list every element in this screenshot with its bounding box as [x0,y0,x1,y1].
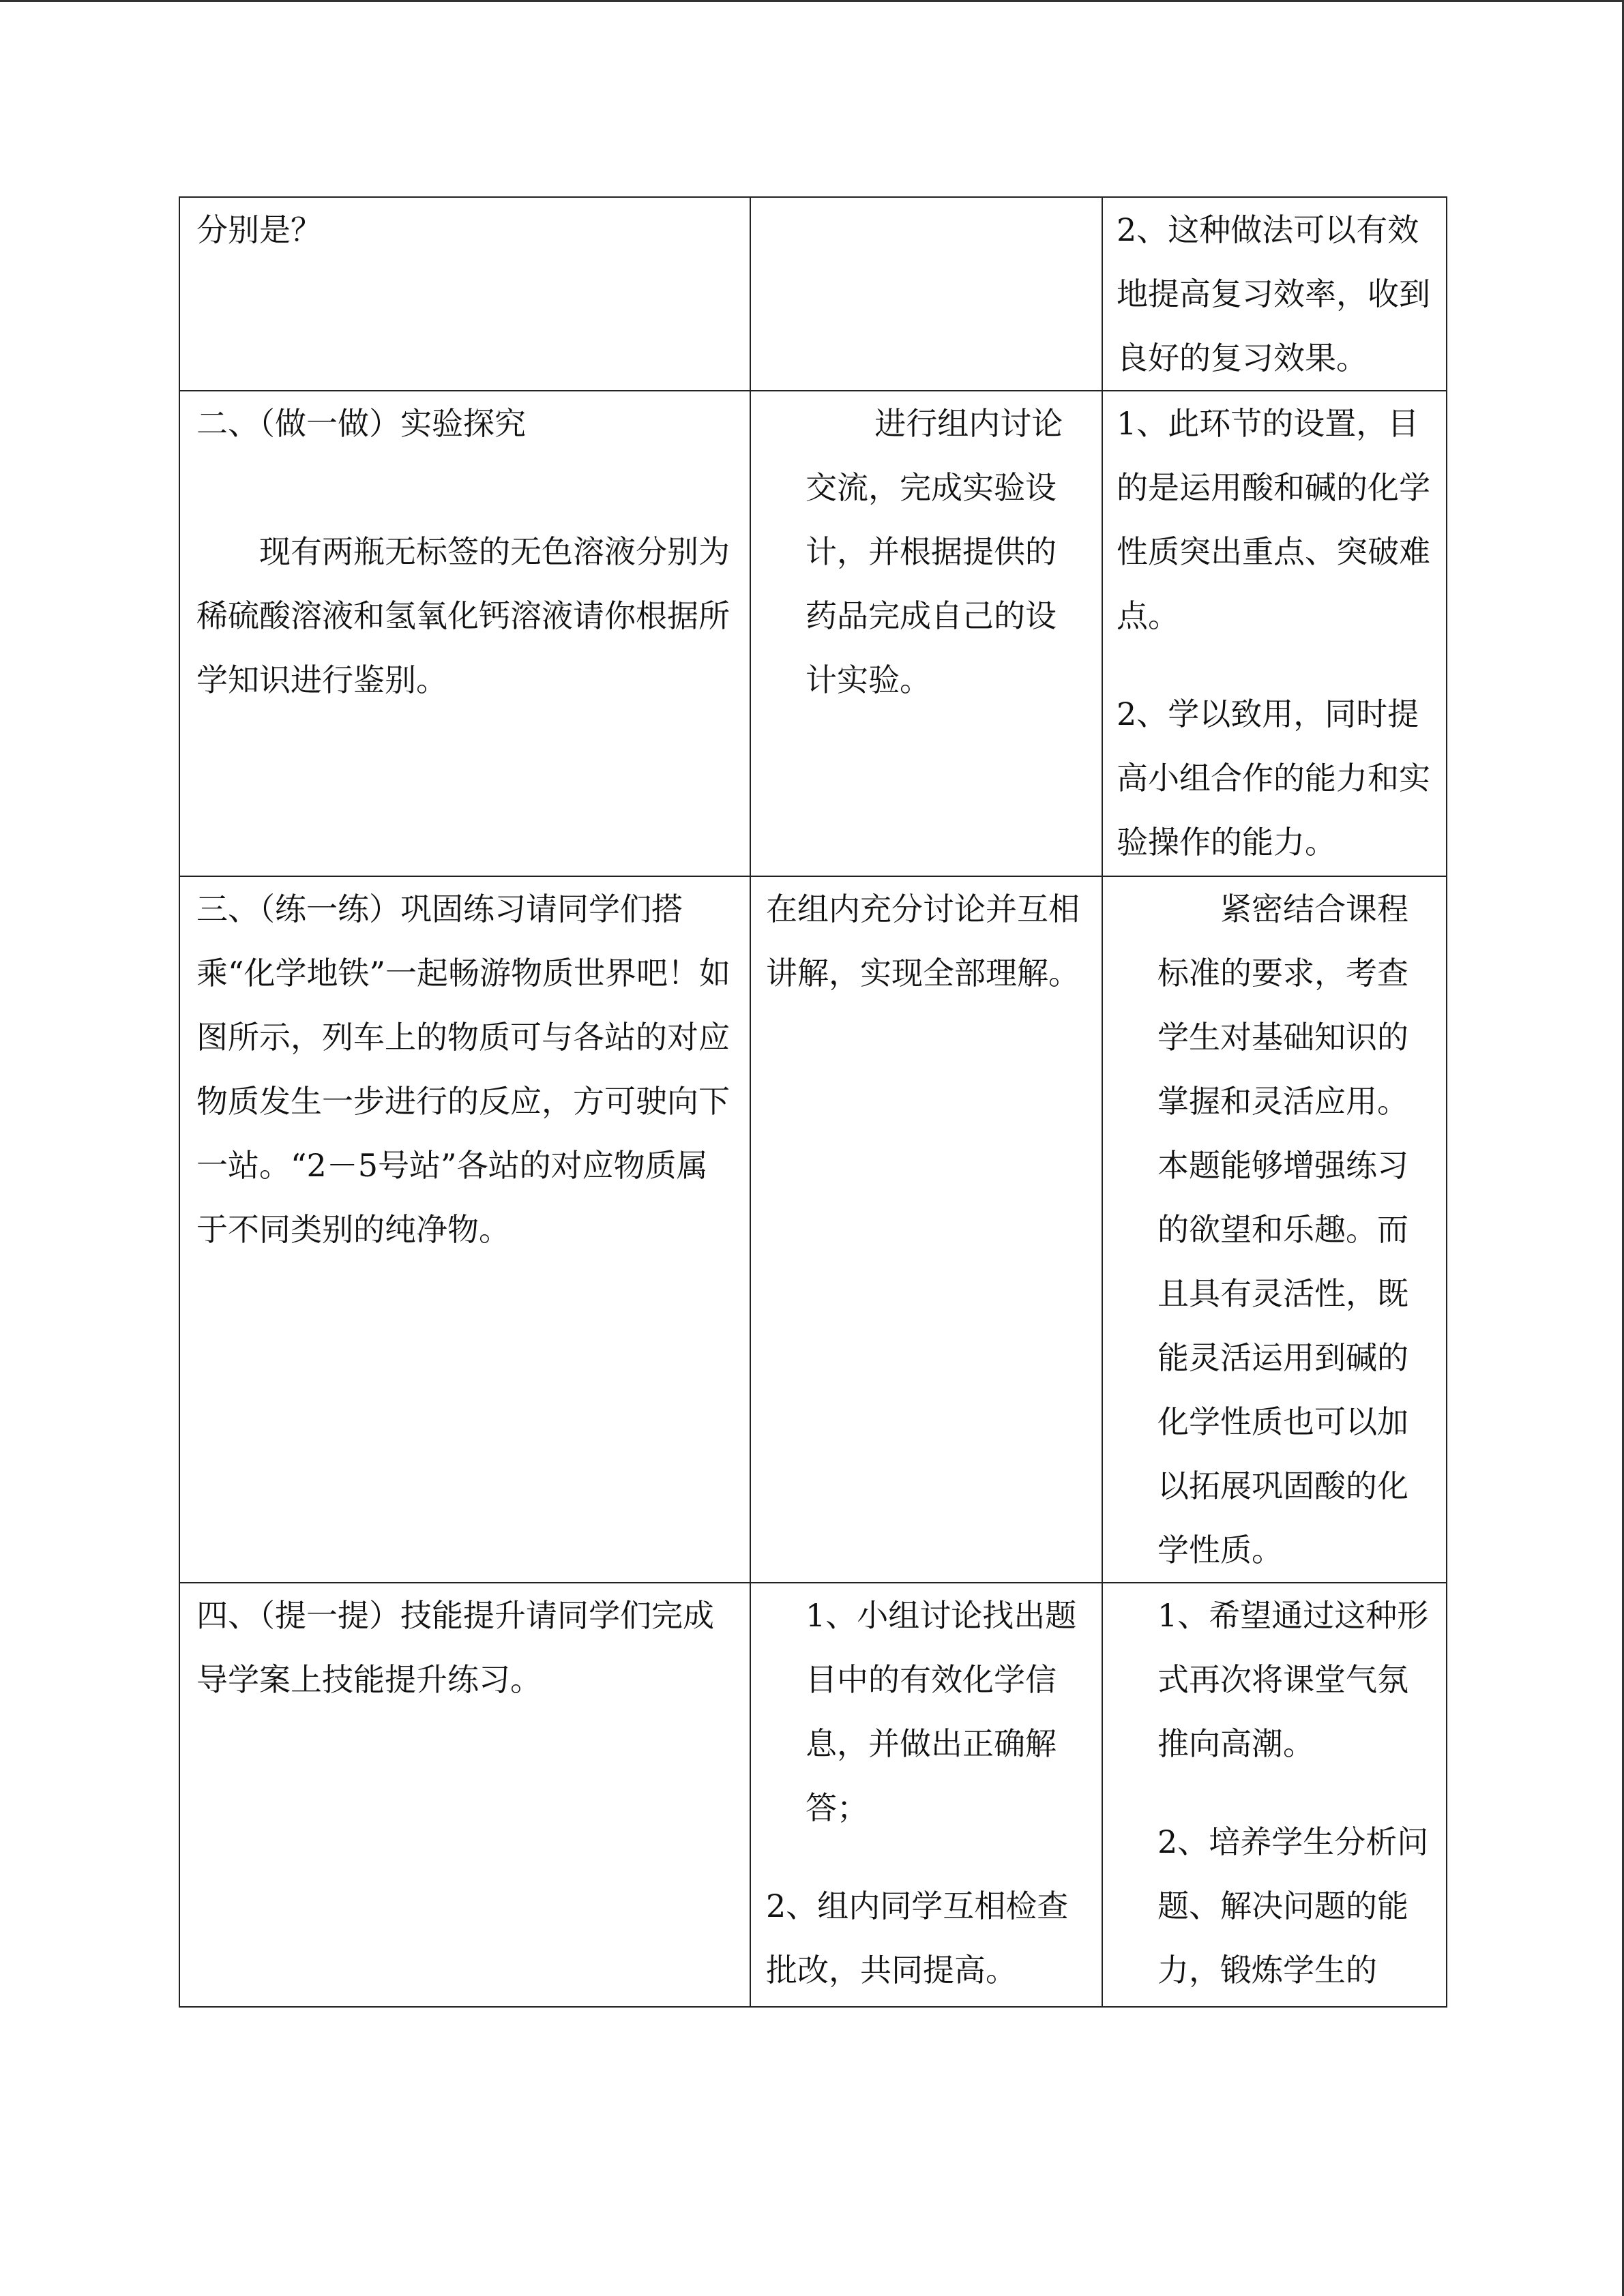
lesson-plan-table [179,196,1447,2008]
cell-text: 紧密结合课程标准的要求，考查学生对基础知识的掌握和灵活应用。本题能够增强练习的欲望和乐趣。而且具有灵活性，既能灵活运用到碱的化学性质也可以加以拓展巩固酸的化学性质。 [1157,891,1408,1568]
cell-text: 分别是？ [196,211,322,248]
student-activity-cell [750,197,1102,391]
cell-text: 进行组内讨论交流，完成实验设计，并根据提供的药品完成自己的设计实验。 [806,405,1063,698]
student-activity-cell [750,391,1102,876]
table-row [179,391,1447,876]
table-row [179,197,1447,391]
design-intent-cell [1102,197,1447,391]
page-border-top [0,0,1624,2]
cell-text: 在组内充分讨论并互相讲解，实现全部理解。 [766,891,1080,992]
cell-text: 1、此环节的设置，目的是运用酸和碱的化学性质突出重点、突破难点。 [1117,405,1430,634]
teacher-activity-cell [179,197,750,391]
cell-text: 1、小组讨论找出题目中的有效化学信息，并做出正确解答； [806,1597,1077,1826]
cell-text: 2、培养学生分析问题、解决问题的能力，锻炼学生的 [1157,1823,1429,1988]
cell-text: 三、（练一练）巩固练习请同学们搭乘“化学地铁”一起畅游物质世界吧！如图所示，列车上的物质可与各站的对应物质发生一步进行的反应，方可驶向下一站。“2－5号站”各站的对应物质属于不同类别的纯净物。 [196,891,731,1248]
teacher-activity-cell [179,876,750,1583]
cell-text: 2、学以致用，同时提高小组合作的能力和实验操作的能力。 [1117,696,1430,861]
design-intent-cell [1102,391,1447,876]
teacher-activity-cell [179,1583,750,2007]
cell-text: 现有两瓶无标签的无色溶液分别为稀硫酸溶液和氢氧化钙溶液请你根据所学知识进行鉴别。 [196,533,730,698]
cell-text: 2、组内同学互相检查批改，共同提高。 [766,1888,1069,1988]
teacher-activity-cell [179,391,750,876]
table-row [179,1583,1447,2007]
section-heading: 二、（做一做）实验探究 [196,405,526,442]
cell-text: 2、这种做法可以有效地提高复习效率，收到良好的复习效果。 [1117,211,1430,376]
student-activity-cell [750,876,1102,1583]
table-row [179,876,1447,1583]
cell-text: 1、希望通过这种形式再次将课堂气氛推向高潮。 [1157,1597,1429,1762]
cell-text: 四、（提一提）技能提升请同学们完成导学案上技能提升练习。 [196,1597,714,1698]
design-intent-cell [1102,876,1447,1583]
student-activity-cell [750,1583,1102,2007]
design-intent-cell [1102,1583,1447,2007]
